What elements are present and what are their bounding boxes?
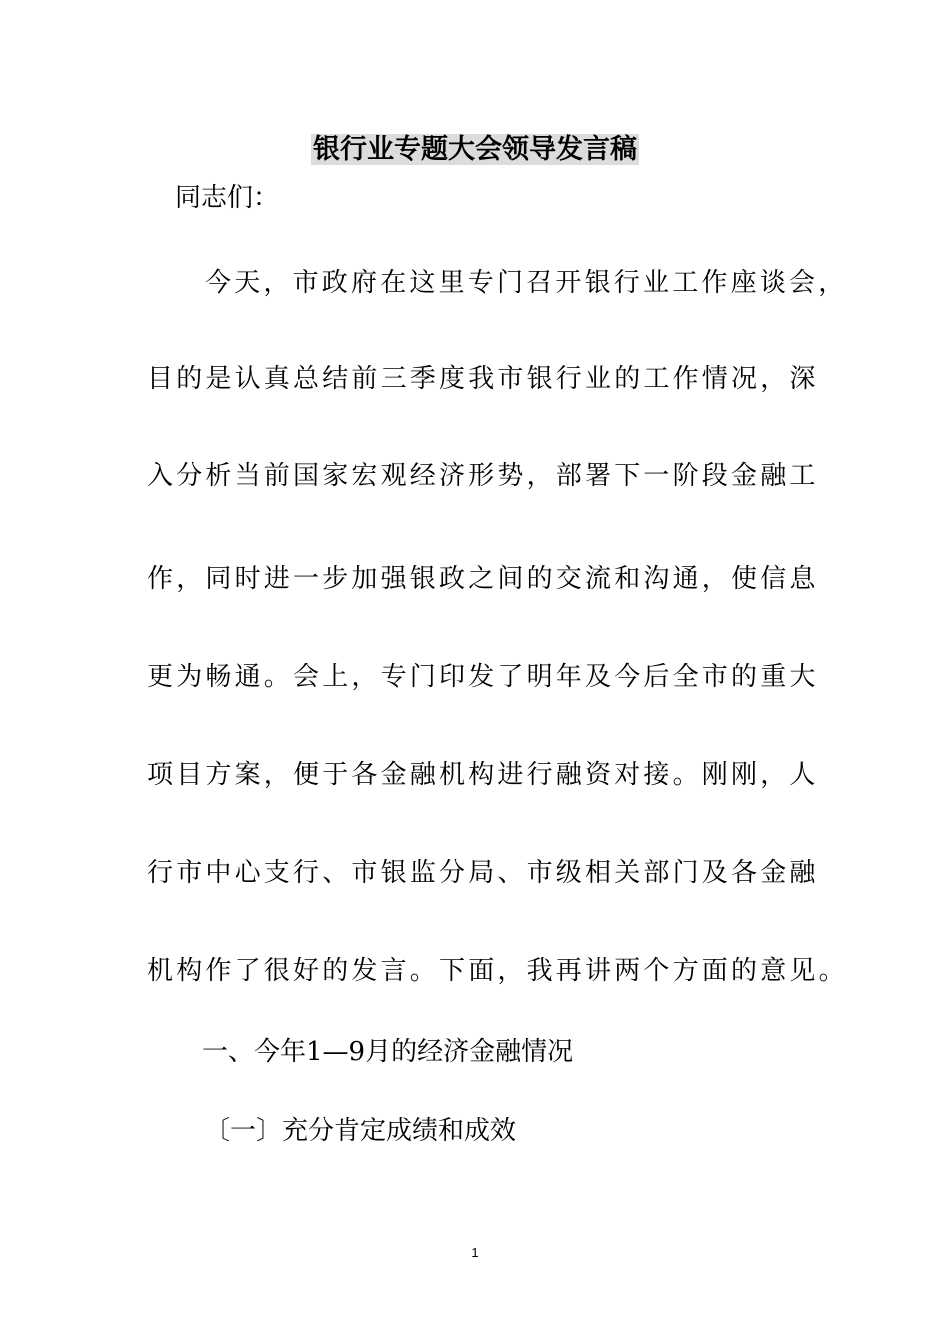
paragraph-line: 今天，市政府在这里专门召开银行业工作座谈会， bbox=[205, 268, 848, 298]
paragraph-line: 入分析当前国家宏观经济形势，部署下一阶段金融工 bbox=[147, 461, 819, 491]
document-title-text: 银行业专题大会领导发言稿 bbox=[313, 134, 637, 165]
paragraph-line: 更为畅通。会上，专门印发了明年及今后全市的重大 bbox=[147, 662, 819, 692]
section-heading-1: 一、今年1—9月的经济金融情况 bbox=[202, 1037, 574, 1067]
subsection-heading-1: 〔一〕充分肯定成绩和成效 bbox=[204, 1116, 517, 1146]
paragraph-line: 行市中心支行、市银监分局、市级相关部门及各金融 bbox=[147, 858, 819, 888]
page-number: 1 bbox=[471, 1245, 479, 1260]
salutation: 同志们： bbox=[175, 183, 280, 213]
paragraph-line: 作，同时进一步加强银政之间的交流和沟通，使信息 bbox=[147, 564, 819, 594]
paragraph-line: 机构作了很好的发言。下面，我再讲两个方面的意见。 bbox=[147, 956, 848, 986]
paragraph-line: 项目方案，便于各金融机构进行融资对接。刚刚，人 bbox=[147, 760, 819, 790]
paragraph-line: 目的是认真总结前三季度我市银行业的工作情况，深 bbox=[147, 364, 819, 394]
document-title bbox=[0, 132, 950, 168]
